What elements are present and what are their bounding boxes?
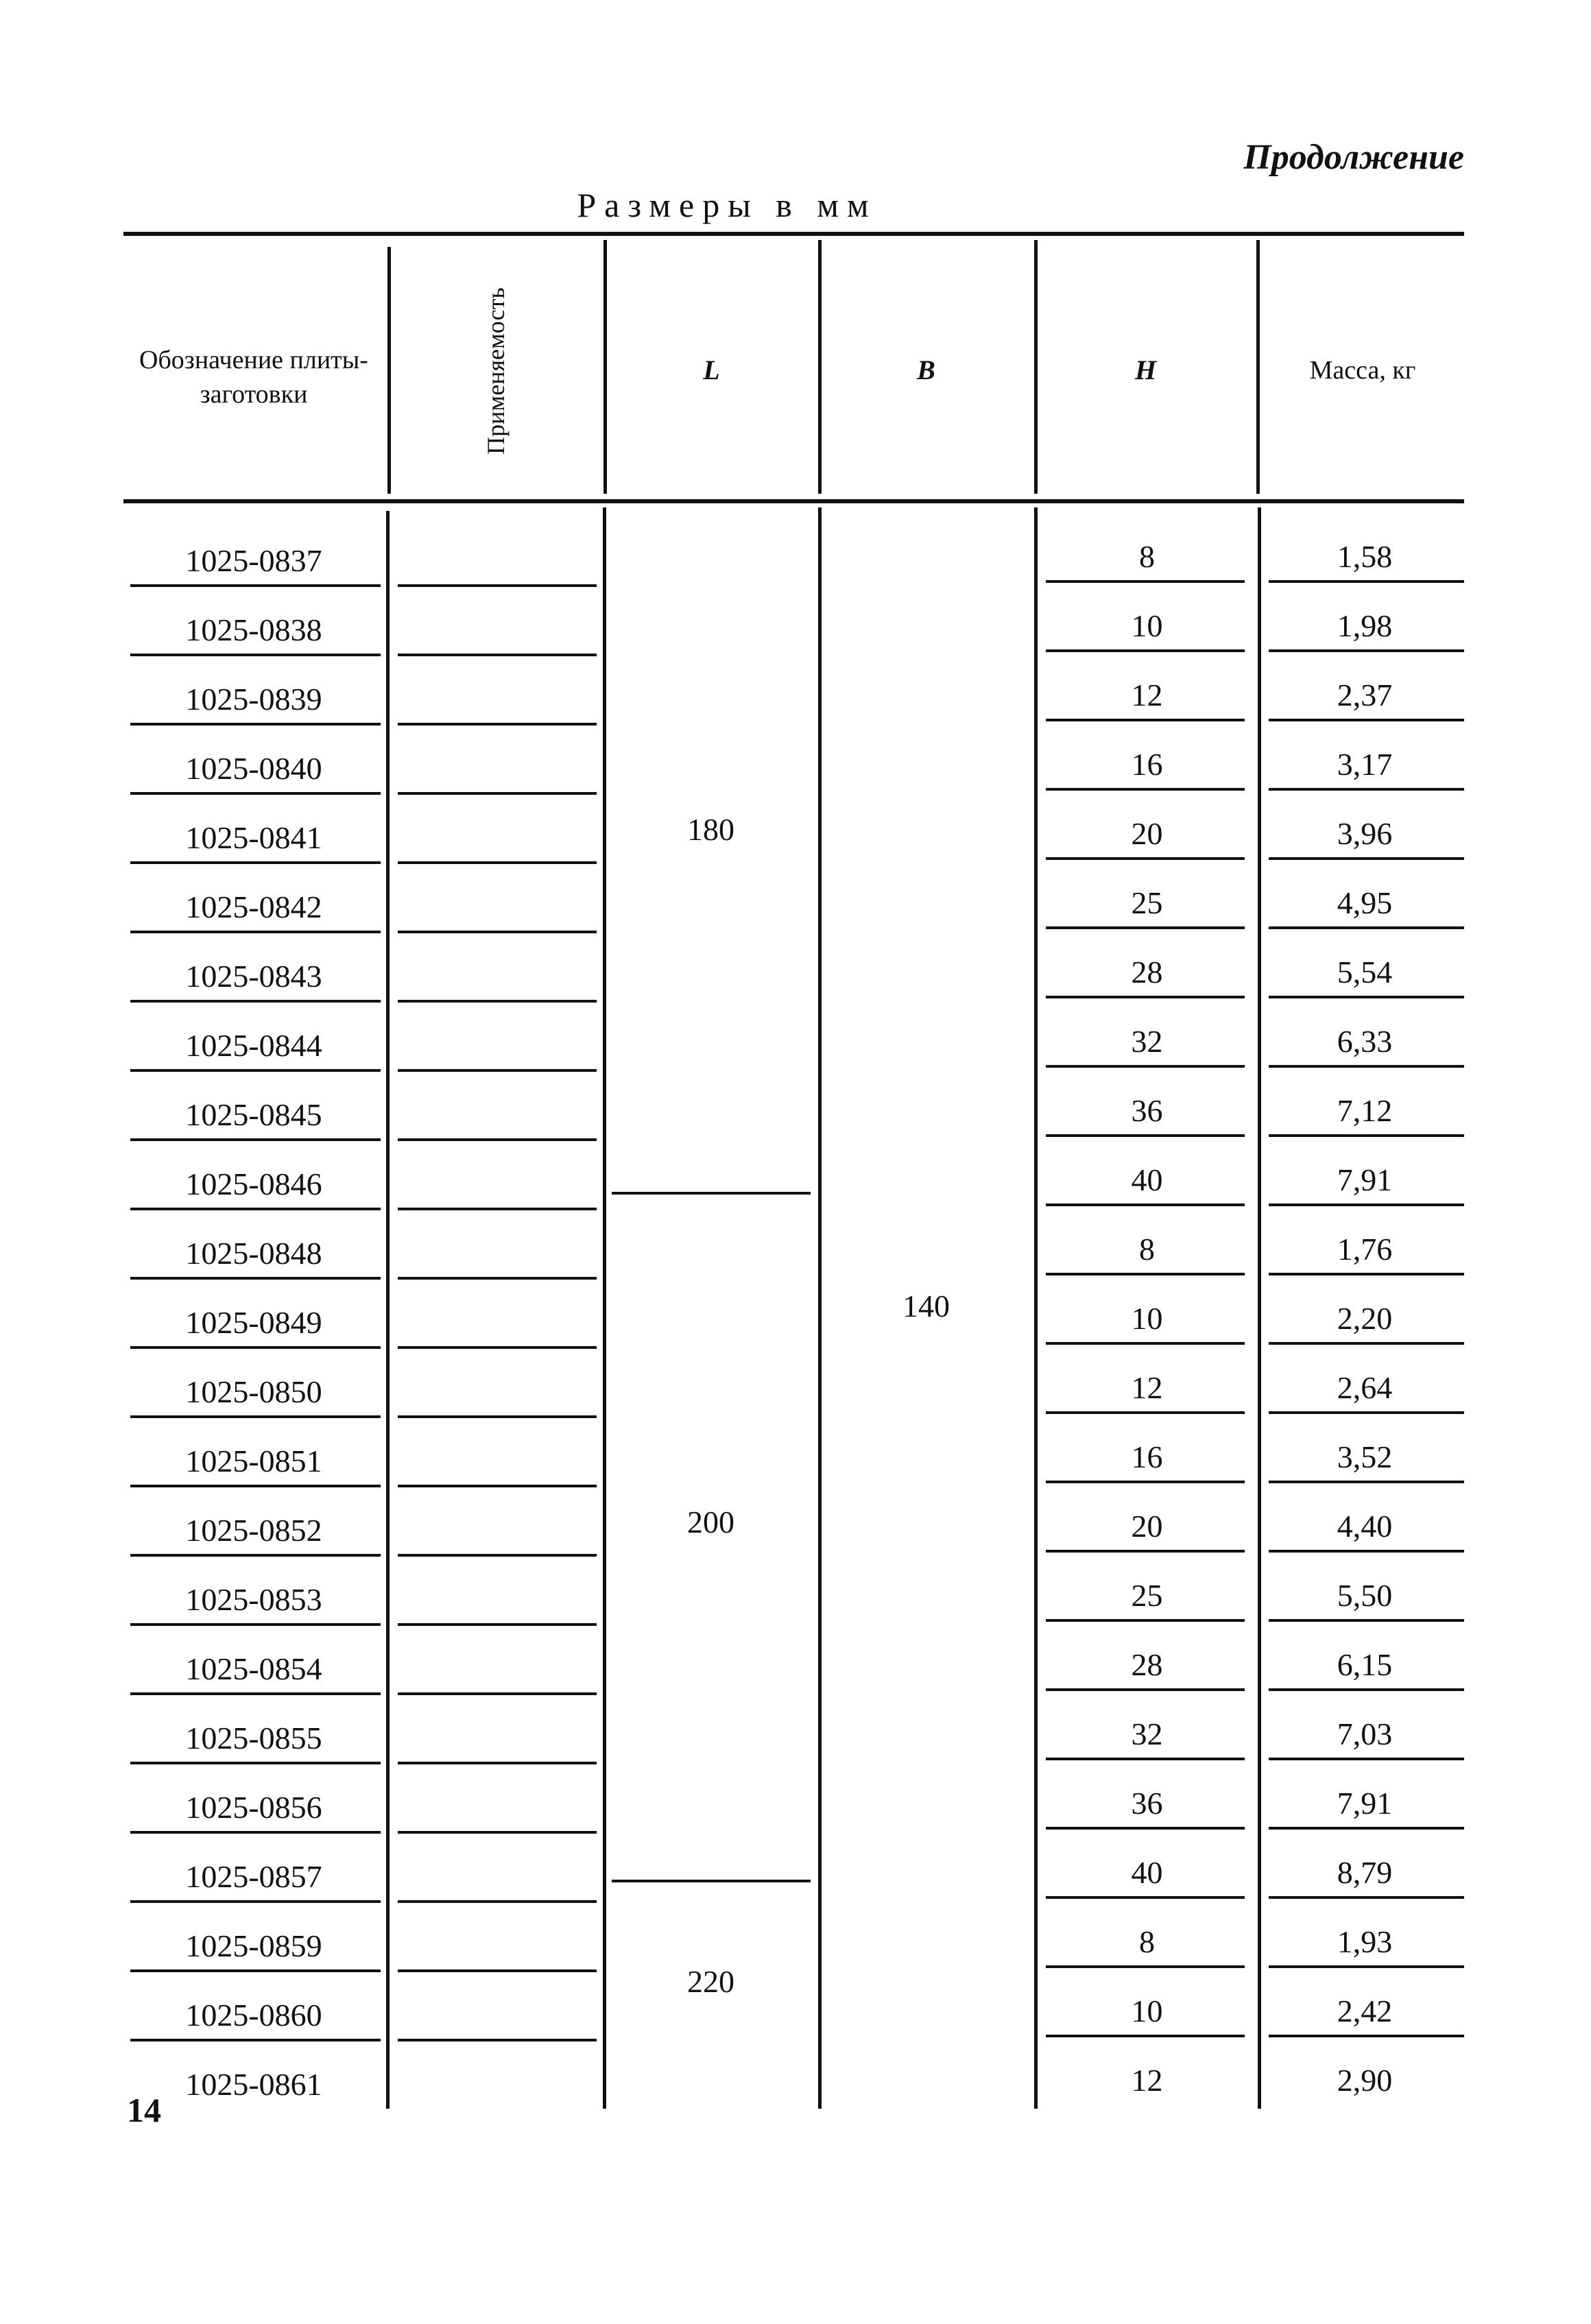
row-underline bbox=[398, 1623, 597, 1626]
row-H: 8 bbox=[1139, 539, 1155, 574]
row-underline bbox=[1046, 788, 1245, 791]
row-underline bbox=[1046, 1965, 1245, 1968]
row-underline bbox=[130, 1346, 381, 1349]
row-mass: 7,03 bbox=[1337, 1716, 1393, 1751]
row-H: 25 bbox=[1131, 885, 1163, 920]
row-underline bbox=[130, 1900, 381, 1903]
row-mass: 4,95 bbox=[1337, 885, 1393, 920]
row-underline bbox=[1269, 996, 1464, 998]
row-underline bbox=[398, 1069, 597, 1072]
row-underline bbox=[130, 723, 381, 726]
row-H: 20 bbox=[1131, 1509, 1163, 1544]
header-L: L bbox=[703, 355, 720, 385]
row-mass: 1,76 bbox=[1337, 1232, 1393, 1267]
row-underline bbox=[1046, 1273, 1245, 1275]
L-group-sep-1 bbox=[612, 1192, 811, 1195]
row-mass: 7,12 bbox=[1337, 1093, 1393, 1128]
row-underline bbox=[398, 1969, 597, 1972]
row-designation: 1025-0859 bbox=[185, 1928, 322, 1963]
L-value-180: 180 bbox=[687, 812, 734, 847]
row-H: 10 bbox=[1131, 608, 1163, 643]
body-sep-1 bbox=[386, 511, 390, 2109]
row-H: 36 bbox=[1131, 1093, 1163, 1128]
header-applicability: Применяемость bbox=[482, 287, 510, 455]
row-underline bbox=[1046, 1896, 1245, 1899]
row-underline bbox=[1046, 1342, 1245, 1345]
L-value-200: 200 bbox=[687, 1505, 734, 1540]
row-underline bbox=[398, 1900, 597, 1903]
row-H: 16 bbox=[1131, 747, 1163, 782]
table-top-rule bbox=[123, 232, 1464, 236]
row-designation: 1025-0855 bbox=[185, 1721, 322, 1756]
row-underline bbox=[1046, 719, 1245, 721]
row-underline bbox=[1269, 1827, 1464, 1830]
row-underline bbox=[130, 1000, 381, 1003]
row-mass: 6,15 bbox=[1337, 1647, 1393, 1682]
row-H: 28 bbox=[1131, 1647, 1163, 1682]
row-designation: 1025-0851 bbox=[185, 1443, 322, 1478]
row-designation: 1025-0846 bbox=[185, 1166, 322, 1201]
row-underline bbox=[398, 1415, 597, 1418]
row-underline bbox=[1046, 1688, 1245, 1691]
row-underline bbox=[398, 1485, 597, 1487]
row-designation: 1025-0854 bbox=[185, 1651, 322, 1686]
row-underline bbox=[398, 1554, 597, 1557]
row-underline bbox=[1269, 649, 1464, 652]
row-underline bbox=[1046, 1411, 1245, 1414]
row-H: 40 bbox=[1131, 1855, 1163, 1890]
row-underline bbox=[1269, 1411, 1464, 1414]
row-underline bbox=[1269, 580, 1464, 583]
L-group-sep-2 bbox=[612, 1880, 811, 1882]
row-underline bbox=[1046, 1065, 1245, 1068]
row-designation: 1025-0860 bbox=[185, 1998, 322, 2033]
row-mass: 6,33 bbox=[1337, 1024, 1393, 1059]
row-underline bbox=[398, 1762, 597, 1764]
row-underline bbox=[1269, 1134, 1464, 1137]
body-sep-5 bbox=[1258, 507, 1261, 2109]
row-underline bbox=[398, 723, 597, 726]
row-designation: 1025-0853 bbox=[185, 1582, 322, 1617]
row-underline bbox=[130, 1831, 381, 1834]
row-mass: 2,64 bbox=[1337, 1370, 1393, 1405]
row-underline bbox=[1046, 996, 1245, 998]
header-sep-1 bbox=[387, 247, 391, 494]
row-H: 8 bbox=[1139, 1924, 1155, 1959]
row-designation: 1025-0845 bbox=[185, 1097, 322, 1132]
row-underline bbox=[130, 1277, 381, 1280]
row-underline bbox=[1269, 1550, 1464, 1553]
row-underline bbox=[1269, 1065, 1464, 1068]
row-mass: 3,52 bbox=[1337, 1439, 1393, 1474]
row-designation: 1025-0841 bbox=[185, 820, 322, 855]
row-designation: 1025-0837 bbox=[185, 543, 322, 578]
row-underline bbox=[130, 1969, 381, 1972]
row-underline bbox=[130, 931, 381, 933]
row-mass: 3,96 bbox=[1337, 816, 1393, 851]
row-underline bbox=[1046, 1481, 1245, 1483]
row-designation: 1025-0843 bbox=[185, 959, 322, 994]
header-B: B bbox=[917, 355, 935, 385]
continuation-label: Продолжение bbox=[1243, 138, 1464, 177]
row-H: 25 bbox=[1131, 1578, 1163, 1613]
row-mass: 4,40 bbox=[1337, 1509, 1393, 1544]
row-underline bbox=[1269, 1896, 1464, 1899]
row-mass: 1,98 bbox=[1337, 608, 1393, 643]
row-underline bbox=[130, 1762, 381, 1764]
row-underline bbox=[130, 1208, 381, 1210]
row-underline bbox=[1269, 1688, 1464, 1691]
row-underline bbox=[1046, 1203, 1245, 1206]
row-underline bbox=[398, 1692, 597, 1695]
row-H: 12 bbox=[1131, 2063, 1163, 2098]
body-sep-2 bbox=[603, 507, 606, 2109]
row-underline bbox=[130, 1415, 381, 1418]
row-underline bbox=[130, 792, 381, 795]
row-H: 12 bbox=[1131, 678, 1163, 712]
row-underline bbox=[398, 1138, 597, 1141]
body-sep-4 bbox=[1034, 507, 1038, 2109]
row-H: 16 bbox=[1131, 1439, 1163, 1474]
row-mass: 1,58 bbox=[1337, 539, 1393, 574]
row-mass: 3,17 bbox=[1337, 747, 1393, 782]
row-underline bbox=[1269, 1342, 1464, 1345]
row-underline bbox=[1269, 1965, 1464, 1968]
row-underline bbox=[398, 2039, 597, 2041]
row-underline bbox=[398, 584, 597, 587]
row-mass: 5,50 bbox=[1337, 1578, 1393, 1613]
row-designation: 1025-0839 bbox=[185, 682, 322, 717]
row-underline bbox=[1269, 926, 1464, 929]
row-underline bbox=[130, 1692, 381, 1695]
row-underline bbox=[1269, 719, 1464, 721]
row-mass: 7,91 bbox=[1337, 1786, 1393, 1821]
row-underline bbox=[398, 1000, 597, 1003]
B-value: 140 bbox=[902, 1289, 950, 1323]
row-H: 32 bbox=[1131, 1716, 1163, 1751]
row-underline bbox=[1269, 788, 1464, 791]
row-underline bbox=[1046, 1758, 1245, 1760]
row-underline bbox=[1046, 1827, 1245, 1830]
row-mass: 7,91 bbox=[1337, 1162, 1393, 1197]
row-designation: 1025-0850 bbox=[185, 1374, 322, 1409]
header-H: H bbox=[1134, 355, 1157, 385]
row-H: 10 bbox=[1131, 1301, 1163, 1336]
row-underline bbox=[130, 584, 381, 587]
row-H: 32 bbox=[1131, 1024, 1163, 1059]
row-H: 20 bbox=[1131, 816, 1163, 851]
row-underline bbox=[398, 1831, 597, 1834]
row-underline bbox=[398, 861, 597, 864]
row-underline bbox=[1269, 2035, 1464, 2037]
row-H: 10 bbox=[1131, 1993, 1163, 2028]
row-underline bbox=[130, 654, 381, 656]
row-underline bbox=[1046, 1134, 1245, 1137]
row-mass: 1,93 bbox=[1337, 1924, 1393, 1959]
row-underline bbox=[1046, 1550, 1245, 1553]
row-underline bbox=[1046, 926, 1245, 929]
header-mass: Масса, кг bbox=[1309, 356, 1416, 385]
row-H: 12 bbox=[1131, 1370, 1163, 1405]
row-designation: 1025-0848 bbox=[185, 1236, 322, 1271]
row-underline bbox=[398, 654, 597, 656]
row-mass: 2,37 bbox=[1337, 678, 1393, 712]
row-underline bbox=[1269, 1758, 1464, 1760]
row-underline bbox=[1269, 1619, 1464, 1622]
row-mass: 2,90 bbox=[1337, 2063, 1393, 2098]
header-designation: Обозначение плиты-заготовки bbox=[139, 346, 368, 409]
row-underline bbox=[398, 792, 597, 795]
row-underline bbox=[1046, 580, 1245, 583]
row-underline bbox=[130, 1138, 381, 1141]
row-designation: 1025-0852 bbox=[185, 1513, 322, 1548]
row-designation: 1025-0842 bbox=[185, 889, 322, 924]
page-number: 14 bbox=[127, 2091, 161, 2129]
row-underline bbox=[398, 931, 597, 933]
row-underline bbox=[398, 1346, 597, 1349]
row-H: 40 bbox=[1131, 1162, 1163, 1197]
row-mass: 8,79 bbox=[1337, 1855, 1393, 1890]
row-designation: 1025-0849 bbox=[185, 1305, 322, 1340]
row-designation: 1025-0857 bbox=[185, 1859, 322, 1894]
row-mass: 5,54 bbox=[1337, 955, 1393, 990]
row-underline bbox=[1046, 649, 1245, 652]
row-designation: 1025-0861 bbox=[185, 2067, 322, 2102]
row-underline bbox=[1046, 2035, 1245, 2037]
L-value-220: 220 bbox=[687, 1964, 734, 1999]
row-underline bbox=[398, 1277, 597, 1280]
row-mass: 2,20 bbox=[1337, 1301, 1393, 1336]
row-underline bbox=[1269, 1273, 1464, 1275]
row-H: 8 bbox=[1139, 1232, 1155, 1267]
row-designation: 1025-0844 bbox=[185, 1028, 322, 1063]
row-H: 36 bbox=[1131, 1786, 1163, 1821]
row-underline bbox=[130, 861, 381, 864]
row-underline bbox=[130, 2039, 381, 2041]
dimensions-note: Размеры в мм bbox=[577, 186, 877, 224]
row-mass: 2,42 bbox=[1337, 1993, 1393, 2028]
row-designation: 1025-0840 bbox=[185, 751, 322, 786]
row-designation: 1025-0838 bbox=[185, 612, 322, 647]
row-underline bbox=[130, 1554, 381, 1557]
header-bottom-rule bbox=[123, 499, 1464, 503]
row-underline bbox=[130, 1069, 381, 1072]
row-underline bbox=[1046, 857, 1245, 860]
row-underline bbox=[130, 1485, 381, 1487]
row-underline bbox=[1269, 857, 1464, 860]
row-underline bbox=[130, 1623, 381, 1626]
row-underline bbox=[1269, 1481, 1464, 1483]
row-underline bbox=[1046, 1619, 1245, 1622]
row-underline bbox=[1269, 1203, 1464, 1206]
row-designation: 1025-0856 bbox=[185, 1790, 322, 1825]
row-underline bbox=[398, 1208, 597, 1210]
row-H: 28 bbox=[1131, 955, 1163, 990]
